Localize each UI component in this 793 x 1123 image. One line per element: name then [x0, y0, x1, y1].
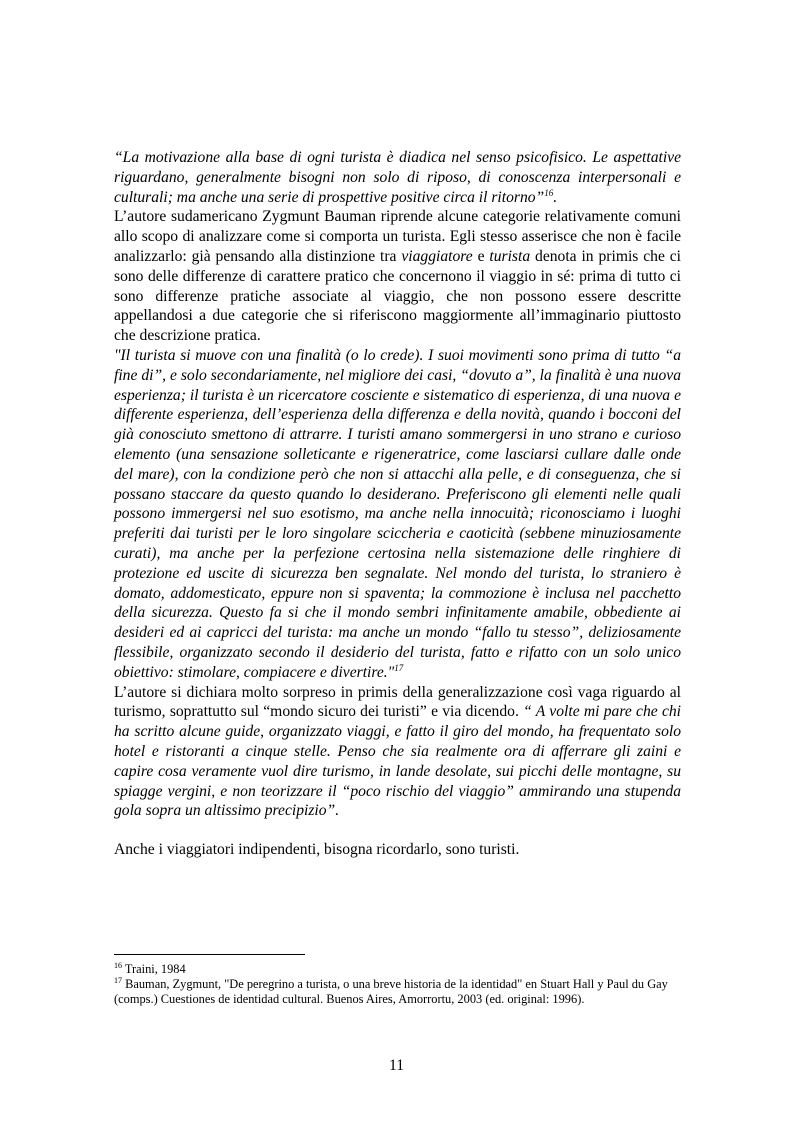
- paragraph-surprise-lead: L’autore si dichiara molto sorpreso in primis della generalizzazione così vaga riguardo al turismo, soprattutto sul “mondo sicuro dei turisti” e via dicendo.: [114, 683, 681, 721]
- term-viaggiatore: viaggiatore: [401, 247, 473, 265]
- paragraph-surprise-quote: “ A volte mi pare che chi ha scritto alcune guide, organizzato viaggi, e fatto il giro del mondo, ha frequentato solo hotel e ristoranti a cinque stelle. Penso che sia realmente ora di afferrare gli zaini e capire cosa veramente vuol dire turismo, in lande desolate, sui picchi delle montagne, su spiagge vergini, e non teorizzare il “poco rischio del viaggio” ammirando una stupenda gola sopra un altissimo precipizio”.: [114, 703, 681, 820]
- document-body: [114, 148, 681, 860]
- footnote-ref-17: 17: [394, 662, 404, 673]
- paragraph-bauman-part-b: e: [472, 247, 490, 265]
- term-turista: turista: [489, 247, 531, 265]
- footnote-number: 16: [114, 960, 122, 970]
- footnote-17: [114, 977, 681, 1007]
- paragraph-surprise: [114, 683, 681, 822]
- footnote-ref-16: 16: [544, 187, 554, 198]
- footnote-separator: [114, 954, 305, 955]
- paragraph-bauman: [114, 207, 681, 346]
- footnote-number: 17: [114, 975, 122, 985]
- quote-motivation: [114, 148, 681, 207]
- paragraph-independent-travellers: Anche i viaggiatori indipendenti, bisogna ricordarlo, sono turisti.: [114, 841, 520, 859]
- paragraph-bauman-part-a: L’autore sudamericano Zygmunt Bauman riprende alcune categorie relativamente comuni allo scopo di analizzare come si comporta un turista. Egli stesso asserisce che non è facile analizzarlo: già pensando alla distinzione tra: [114, 208, 681, 265]
- page-number: 11: [388, 1057, 404, 1074]
- quote-bauman-text: "Il turista si muove con una finalità (o lo crede). I suoi movimenti sono prima di tutto “a fine di”, e solo secondariamente, nel migliore dei casi, “dovuto a”, la finalità è una nuova esperienza; il turista è un ricercatore cosciente e sistematico di esperienza, di una nuova e differente esperienza, dell’esperienza della differenza e della novità, quando i bocconi del già conosciuto smettono di attrarre. I turisti amano sommergersi in uno strano e curioso elemento (una sensazione solleticante e rigeneratrice, come lasciarsi cullare dalle onde del mare), con la condizione però che non si attacchi alla pelle, e di conseguenza, che si possano staccare da questo quando lo desiderano. Preferiscono gli elementi nelle quali possono immergersi nel suo esotismo, ma anche nella innocuità; riconosciamo i luoghi preferiti dai turisti per le loro singolare sciccheria e caoticità (sebbene minuziosamente curati), ma anche per la perfezione certosina nella sistemazione delle ringhiere di protezione ed uscite di sicurezza ben segnalate. Nel mondo del turista, lo straniero è domato, addomesticato, eppure non si spaventa; la commozione è inclusa nel pacchetto della sicurezza. Questo fa si che il mondo sembri infinitamente amabile, obbediente ai desideri ed ai capricci del turista: ma anche un mondo “fallo tu stesso”, deliziosamente flessibile, organizzato secondo il desiderio del turista, fatto e rifatto con un solo unico obiettivo: stimolare, compiacere e divertire.": [114, 346, 681, 681]
- paragraph-bauman-part-c: denota in primis che ci sono delle differenze di carattere pratico che concernono il viaggio in sé: prima di tutto ci sono differenze pratiche associate al viaggio, che non possono essere descritte appellandosi a due categorie che si riferiscono maggiormente all’immaginario piuttosto che descrizione pratica.: [114, 247, 682, 345]
- quote-bauman: [114, 346, 681, 683]
- paragraph-spacer: [114, 821, 681, 840]
- footnote-text: Traini, 1984: [122, 962, 186, 976]
- footnotes: [114, 962, 681, 1007]
- footnote-16: [114, 962, 681, 977]
- quote-motivation-text: “La motivazione alla base di ogni turista è diadica nel senso psicofisico. Le aspettative riguardano, generalmente bisogni non solo di riposo, di conoscenza interpersonali e culturali; ma anche una serie di prospettive positive circa il ritorno”: [114, 149, 681, 206]
- quote-motivation-end: .: [553, 188, 558, 206]
- footnote-text: Bauman, Zygmunt, "De peregrino a turista, o una breve historia de la identidad" en Stuart Hall y Paul du Gay (comps.) Cuestiones de identidad cultural. Buenos Aires, Amorrortu, 2003 (ed. original: 1996).: [114, 977, 668, 1006]
